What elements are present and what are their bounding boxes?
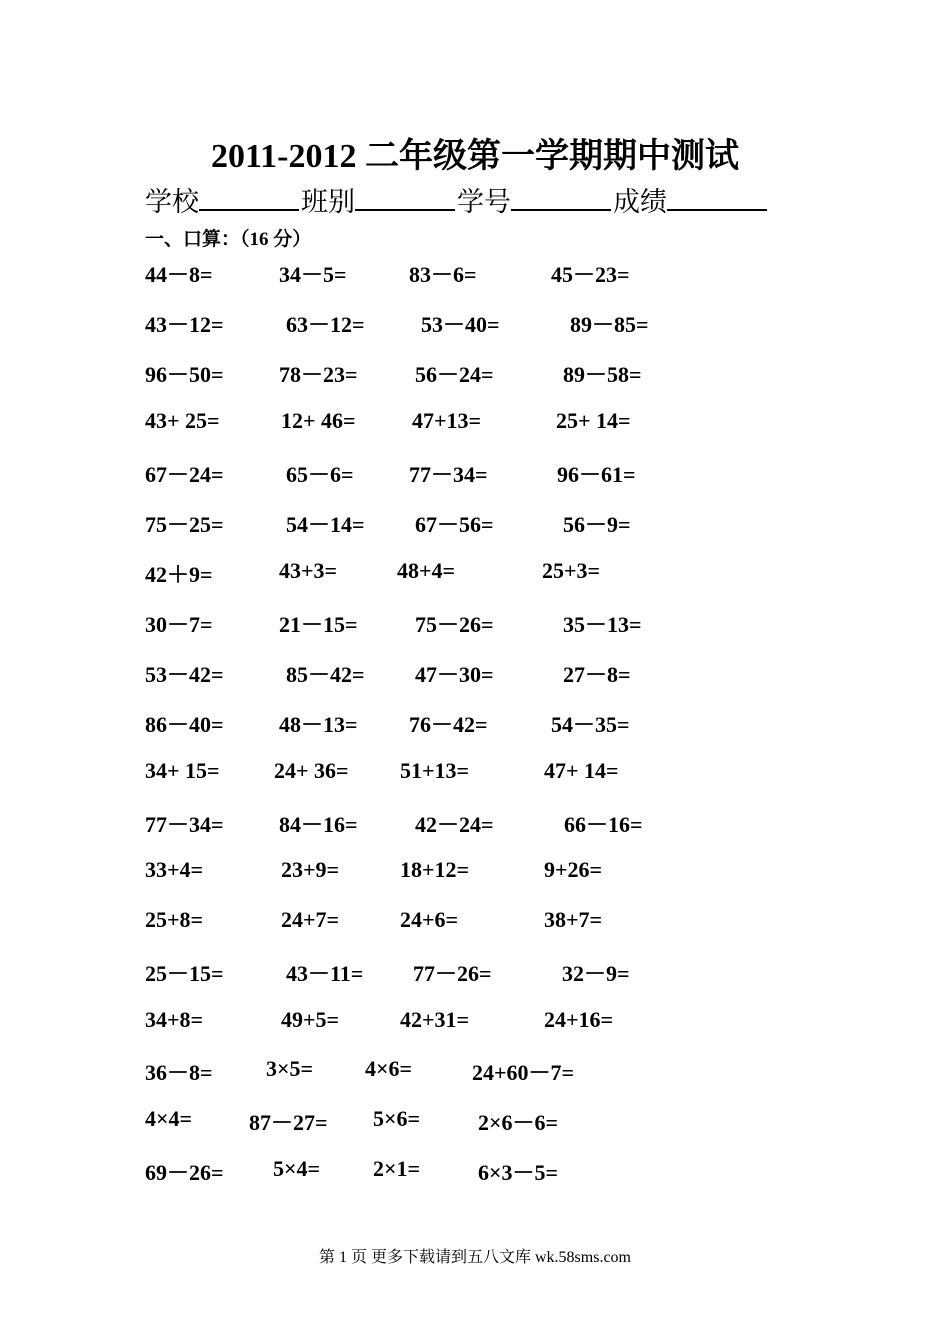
- math-problem: 49+5=: [281, 1007, 340, 1032]
- math-problem: 47+ 14=: [544, 758, 619, 783]
- math-problem: 30－7=: [145, 612, 213, 637]
- score-blank: [667, 187, 767, 211]
- math-problem: 5×6=: [373, 1106, 421, 1131]
- math-problem: 89－85=: [570, 312, 649, 337]
- math-problem: 44－8=: [145, 262, 213, 287]
- problem-row: [0, 408, 950, 438]
- problem-row: [0, 808, 950, 838]
- math-problem: 83－6=: [409, 262, 477, 287]
- problem-row: [0, 258, 950, 288]
- problem-row: [0, 857, 950, 887]
- math-problem: 25－15=: [145, 961, 224, 986]
- math-problem: 24+60－7=: [472, 1060, 575, 1085]
- math-problem: 35－13=: [563, 612, 642, 637]
- math-problem: 36－8=: [145, 1060, 213, 1085]
- math-problem: 5×4=: [273, 1156, 321, 1181]
- math-problem: 33+4=: [145, 857, 204, 882]
- number-blank: [511, 187, 611, 211]
- page-footer: 第 1 页 更多下载请到五八文库 wk.58sms.com: [318, 1249, 631, 1266]
- problem-row: [0, 708, 950, 738]
- math-problem: 32－9=: [562, 961, 630, 986]
- school-label: 学校: [145, 187, 199, 217]
- math-problem: 48+4=: [397, 558, 456, 583]
- math-problem: 65－6=: [286, 462, 354, 487]
- math-problem: 21－15=: [279, 612, 358, 637]
- math-problem: 85－42=: [286, 662, 365, 687]
- math-problem: 34+ 15=: [145, 758, 220, 783]
- math-problem: 12+ 46=: [281, 408, 356, 433]
- math-problem: 54－35=: [551, 712, 630, 737]
- student-info-line: [145, 180, 769, 219]
- math-problem: 87－27=: [249, 1110, 328, 1135]
- math-problem: 47+13=: [412, 408, 482, 433]
- math-problem: 42＋9=: [145, 562, 213, 587]
- math-problem: 77－26=: [413, 961, 492, 986]
- math-problem: 84－16=: [279, 812, 358, 837]
- page-title: 2011-2012 二年级第一学期期中测试: [211, 138, 739, 175]
- math-problem: 67－56=: [415, 512, 494, 537]
- class-label: 班别: [301, 187, 355, 217]
- math-problem: 96－50=: [145, 362, 224, 387]
- problem-row: [0, 907, 950, 937]
- math-problem: 75－26=: [415, 612, 494, 637]
- math-problem: 56－9=: [563, 512, 631, 537]
- math-problem: 25+3=: [542, 558, 601, 583]
- math-problem: 48－13=: [279, 712, 358, 737]
- problem-row: [0, 358, 950, 388]
- math-problem: 3×5=: [266, 1056, 314, 1081]
- problem-row: [0, 1106, 950, 1136]
- math-problem: 86－40=: [145, 712, 224, 737]
- math-problem: 77－34=: [145, 812, 224, 837]
- math-problem: 53－40=: [421, 312, 500, 337]
- math-problem: 51+13=: [400, 758, 470, 783]
- math-problem: 2×1=: [373, 1156, 421, 1181]
- math-problem: 24+16=: [544, 1007, 614, 1032]
- problem-row: [0, 1056, 950, 1086]
- score-label: 成绩: [613, 187, 667, 217]
- math-problem: 24+6=: [400, 907, 459, 932]
- problem-row: [0, 458, 950, 488]
- math-problem: 42－24=: [415, 812, 494, 837]
- math-problem: 43－12=: [145, 312, 224, 337]
- math-problem: 2×6－6=: [478, 1110, 559, 1135]
- math-problem: 24+7=: [281, 907, 340, 932]
- math-problem: 27－8=: [563, 662, 631, 687]
- section-heading: 一、口算：（16 分）: [145, 229, 312, 250]
- math-problem: 96－61=: [557, 462, 636, 487]
- math-problem: 78－23=: [279, 362, 358, 387]
- math-problem: 53－42=: [145, 662, 224, 687]
- math-problem: 66－16=: [564, 812, 643, 837]
- class-blank: [355, 187, 455, 211]
- math-problem: 45－23=: [551, 262, 630, 287]
- math-problem: 89－58=: [563, 362, 642, 387]
- math-problem: 56－24=: [415, 362, 494, 387]
- math-problem: 54－14=: [286, 512, 365, 537]
- math-problem: 38+7=: [544, 907, 603, 932]
- math-problem: 25+8=: [145, 907, 204, 932]
- math-problem: 18+12=: [400, 857, 470, 882]
- math-problem: 69－26=: [145, 1160, 224, 1185]
- math-problem: 34－5=: [279, 262, 347, 287]
- problem-row: [0, 758, 950, 788]
- math-problem: 9+26=: [544, 857, 603, 882]
- math-problem: 24+ 36=: [274, 758, 349, 783]
- math-problem: 67－24=: [145, 462, 224, 487]
- math-problem: 42+31=: [400, 1007, 470, 1032]
- problem-row: [0, 1156, 950, 1186]
- math-problem: 76－42=: [409, 712, 488, 737]
- math-problem: 34+8=: [145, 1007, 204, 1032]
- problem-row: [0, 658, 950, 688]
- math-problem: 47－30=: [415, 662, 494, 687]
- math-problem: 4×4=: [145, 1106, 193, 1131]
- problem-row: [0, 308, 950, 338]
- math-problem: 75－25=: [145, 512, 224, 537]
- problem-row: [0, 608, 950, 638]
- math-problem: 25+ 14=: [556, 408, 631, 433]
- math-problem: 63－12=: [286, 312, 365, 337]
- math-problem: 6×3－5=: [478, 1160, 559, 1185]
- number-label: 学号: [457, 187, 511, 217]
- math-problem: 23+9=: [281, 857, 340, 882]
- math-problem: 43－11=: [286, 961, 364, 986]
- problem-row: [0, 508, 950, 538]
- math-problem: 77－34=: [409, 462, 488, 487]
- math-problem: 43+3=: [279, 558, 338, 583]
- problem-row: [0, 1007, 950, 1037]
- problem-row: [0, 957, 950, 987]
- math-problem: 4×6=: [365, 1056, 413, 1081]
- math-problem: 43+ 25=: [145, 408, 220, 433]
- school-blank: [199, 187, 299, 211]
- problem-row: [0, 558, 950, 588]
